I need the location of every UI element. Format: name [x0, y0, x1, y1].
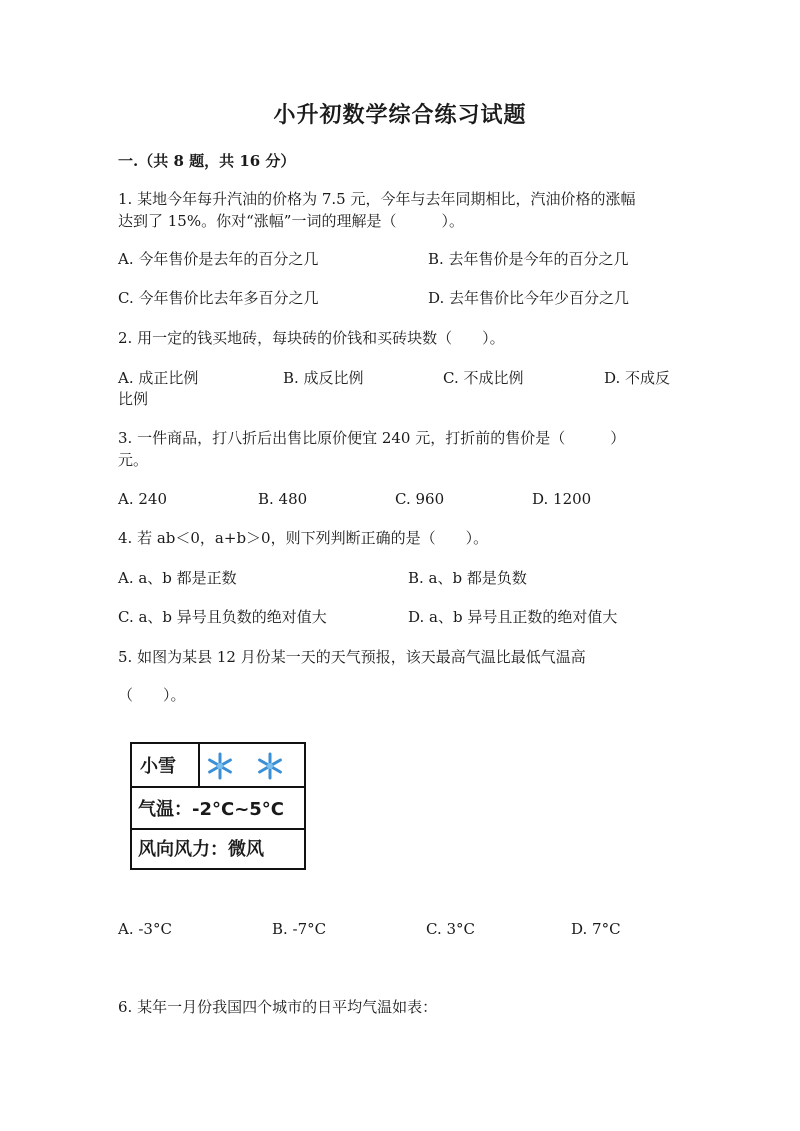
question-stem: 元。: [118, 451, 149, 469]
option-d: D. 去年售价比今年少百分之几: [428, 289, 630, 307]
question-5: [118, 646, 678, 706]
weather-row: [132, 744, 304, 788]
question-2: [118, 327, 678, 349]
option-c: C. 不成比例: [443, 369, 524, 387]
page-title: 小升初数学综合练习试题: [273, 102, 527, 128]
question-stem: 5. 如图为某县 12 月份某一天的天气预报，该天最高气温比最低气温高: [118, 648, 586, 666]
option-c: C. 960: [395, 490, 445, 508]
option-d: D. 1200: [532, 490, 592, 508]
snowflake-icon: [204, 750, 236, 782]
question-4: [118, 527, 678, 549]
option-c: C. 3°C: [426, 920, 475, 938]
question-stem: 2. 用一定的钱买地砖，每块砖的价钱和买砖块数（ ）。: [118, 329, 505, 347]
question-stem: 1. 某地今年每升汽油的价格为 7.5 元，今年与去年同期相比，汽油价格的涨幅: [118, 190, 636, 208]
option-b: B. a、b 都是负数: [408, 569, 527, 587]
option-a: A. 成正比例: [118, 369, 199, 387]
option-d: D. 不成反: [604, 369, 671, 387]
option-b: B. 去年售价是今年的百分之几: [428, 250, 629, 268]
option-b: B. 480: [258, 490, 308, 508]
option-c: C. a、b 异号且负数的绝对值大: [118, 608, 327, 626]
weather-forecast-card: [130, 742, 306, 870]
question-stem: （ ）。: [118, 686, 186, 704]
wind-row: [132, 830, 304, 868]
weather-label: 小雪: [140, 756, 176, 777]
option-a: A. 今年售价是去年的百分之几: [118, 250, 319, 268]
question-1: [118, 188, 678, 232]
option-b: B. -7°C: [272, 920, 327, 938]
divider: [198, 744, 200, 788]
option-a: A. 240: [118, 490, 167, 508]
section-header: 一.（共 8 题，共 16 分）: [118, 152, 296, 170]
question-3: [118, 427, 678, 471]
temperature-row: [132, 788, 304, 830]
question-6: [118, 996, 678, 1018]
option-b: B. 成反比例: [283, 369, 364, 387]
question-stem: 4. 若 ab＜0，a+b＞0，则下列判断正确的是（ ）。: [118, 529, 489, 547]
option-a: A. -3°C: [118, 920, 172, 938]
snowflake-icon: [254, 750, 286, 782]
wind-text: 风向风力：微风: [138, 839, 264, 860]
question-stem: 3. 一件商品，打八折后出售比原价便宜 240 元，打折前的售价是（ ）: [118, 429, 626, 447]
option-c: C. 今年售价比去年多百分之几: [118, 289, 319, 307]
question-stem: 6. 某年一月份我国四个城市的日平均气温如表：: [118, 998, 438, 1016]
option-a: A. a、b 都是正数: [118, 569, 237, 587]
option-d-continued: 比例: [118, 390, 149, 408]
option-d: D. 7°C: [571, 920, 621, 938]
option-d: D. a、b 异号且正数的绝对值大: [408, 608, 618, 626]
question-stem: 达到了 15%。你对“涨幅”一词的理解是（ ）。: [118, 212, 464, 230]
temperature-text: 气温：-2°C~5°C: [138, 799, 285, 820]
